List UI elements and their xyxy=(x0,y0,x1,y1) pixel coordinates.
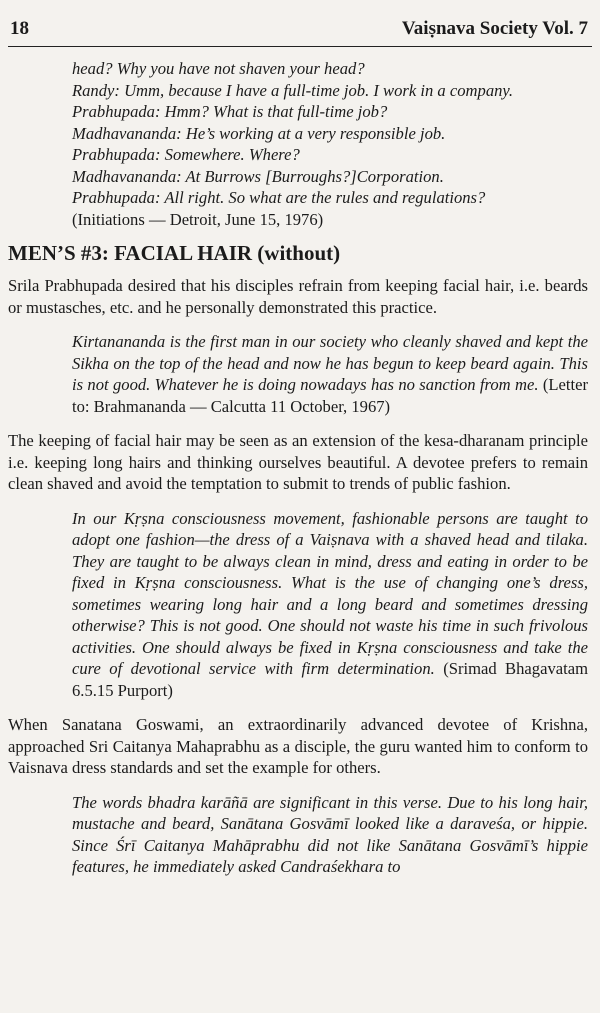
dialogue-line: Prabhupada: Somewhere. Where? xyxy=(72,145,300,164)
quote-text: The words bhadra karāñā are significant in this verse. Due to his long hair, mustache and beard, Sanātana Gosvāmī looked like a daraveśa, or hippie. Since Śrī Caitanya Mahāprabhu did not like Sanātana Gosvāmī’s hippie features, he immediately asked Candraśekhara to xyxy=(72,792,588,876)
dialogue-line: Prabhupada: Hmm? What is that full-time job? xyxy=(72,102,388,121)
dialogue-line: Randy: Umm, because I have a full-time job. I work in a company. xyxy=(72,80,514,100)
page-header xyxy=(0,12,600,46)
running-title: Vaiṣnava Society Vol. 7 xyxy=(401,18,588,39)
header-divider xyxy=(8,46,592,47)
dialogue-line: Madhavananda: At Burrows [Burroughs?]Corporation. xyxy=(72,166,444,186)
intro-paragraph: Srila Prabhupada desired that his disciples refrain from keeping facial hair, i.e. beards or mustasches, etc. and he personally demonstrated this practice. xyxy=(8,276,588,317)
quote-block xyxy=(8,508,588,702)
section-heading: MEN’S #3: FACIAL HAIR (without) xyxy=(8,241,341,265)
dialogue-line: Prabhupada: All right. So what are the rules and regulations? xyxy=(72,188,486,207)
quote-block xyxy=(8,792,588,878)
body-paragraph: The keeping of facial hair may be seen as an extension of the kesa-dharanam principle i.e. keeping long hairs and thinking ourselves beautiful. A devotee prefers to remain clean shaved and avoid the temptation to submit to trends of public fashion. xyxy=(8,431,588,493)
dialogue-citation: (Initiations — Detroit, June 15, 1976) xyxy=(72,209,324,229)
page-body xyxy=(8,58,588,878)
page-number: 18 xyxy=(10,18,29,39)
quote-text: Kirtanananda is the first man in our society who cleanly shaved and kept the Sikha on the top of the head and now he has begun to keep beard again. This is not good. Whatever he is doing nowadays has no sanction from me. xyxy=(72,332,588,394)
quote-block xyxy=(8,331,588,417)
dialogue-line: head? Why you have not shaven your head? xyxy=(72,59,365,78)
dialogue-line: Madhavananda: He’s working at a very responsible job. xyxy=(72,123,446,143)
quote-citation: (Letter to: Brahmananda — Calcutta 11 October, 1967) xyxy=(72,375,588,416)
dialogue-block xyxy=(8,58,588,230)
body-paragraph: When Sanatana Goswami, an extraordinarily advanced devotee of Krishna, approached Sri Caitanya Mahaprabhu as a disciple, the guru wanted him to conform to Vaisnava dress standards and set the example for others. xyxy=(8,715,588,777)
quote-text: In our Kṛṣna consciousness movement, fashionable persons are taught to adopt one fashion—the dress of a Vaiṣnava with a shaved head and tilaka. They are taught to be always clean in mind, dress and eating in order to be fixed in Kṛṣna consciousness. What is the use of changing one’s dress, sometimes wearing long hair and a long beard and sometimes dressing otherwise? This is not good. One should not waste his time in such frivolous activities. One should always be fixed in Kṛṣna consciousness and take the cure of devotional service with firm determination. xyxy=(72,508,588,678)
quote-citation: (Srimad Bhagavatam 6.5.15 Purport) xyxy=(72,659,588,700)
